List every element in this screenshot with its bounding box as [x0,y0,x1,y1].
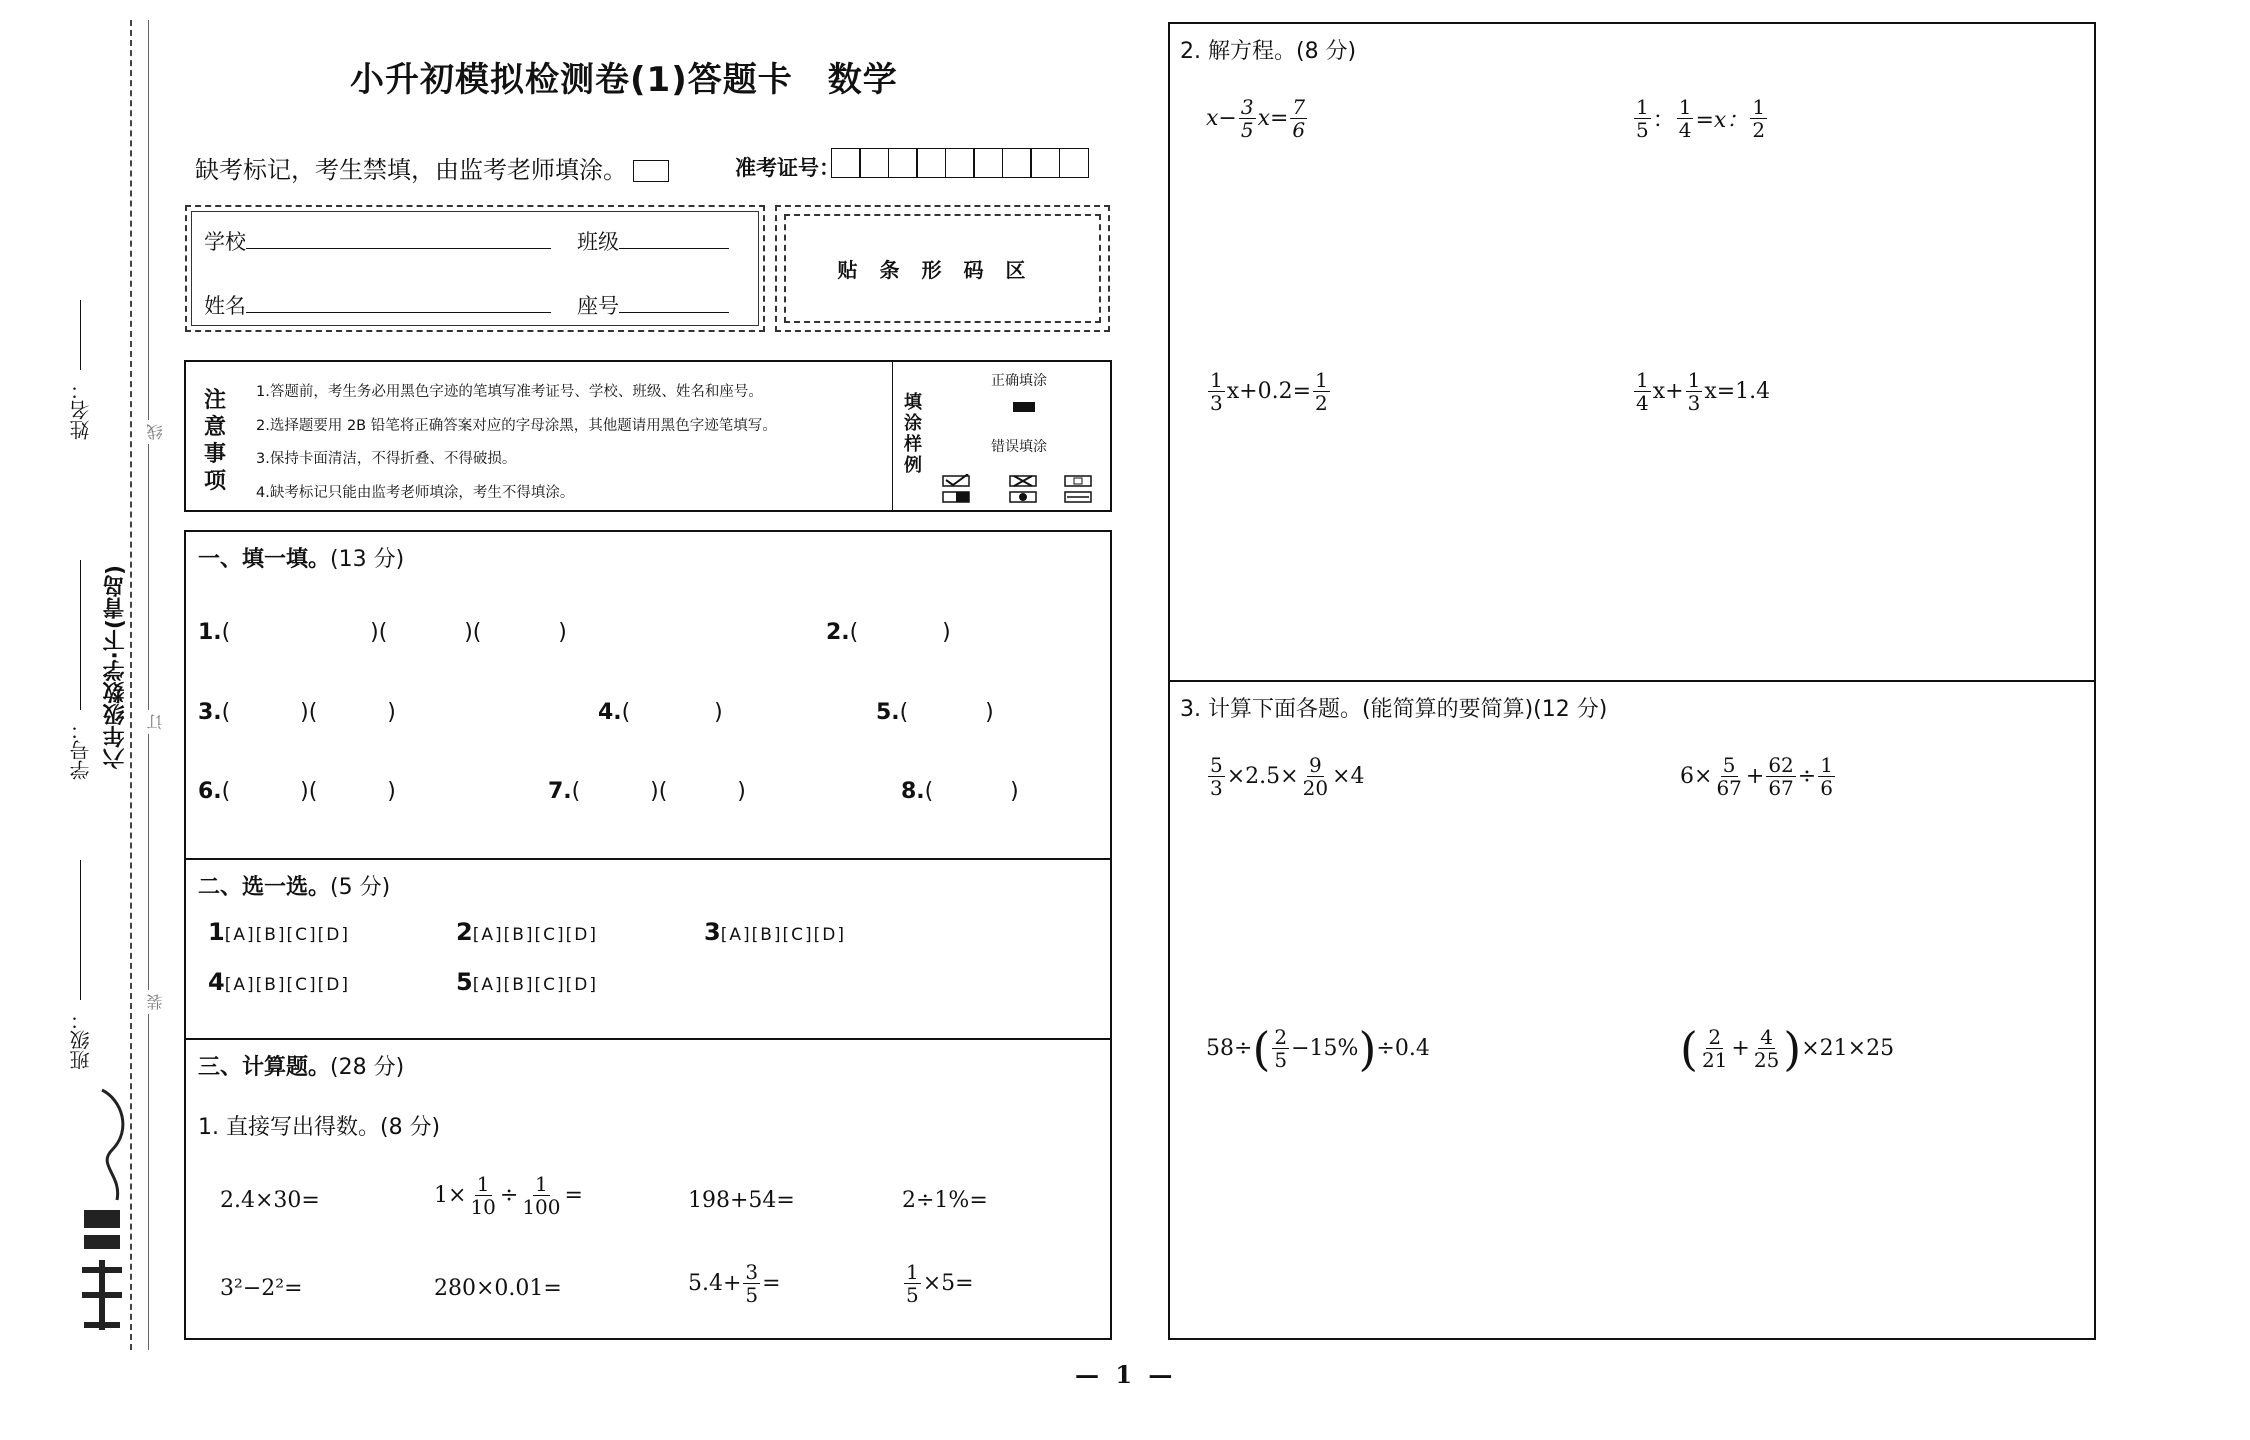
note-item: 2.选择题要用 2B 铅笔将正确答案对应的字母涂黑，其他题请用黑色字迹笔填写。 [256,417,777,434]
equation-3: $\frac{1}{3}$ x+0.2= $\frac{1}{2}$ [1210,368,1328,415]
fill-q3[interactable]: 3.( )( ) [198,700,396,725]
school-line[interactable] [246,229,551,249]
choice-q3[interactable]: 3[A][B][C][D] [704,918,847,946]
exam-digit-box[interactable] [1002,148,1032,178]
correct-fill-mark [1013,402,1035,412]
sidebar-name-label: 姓名： [69,380,93,440]
page-title: 小升初模拟检测卷(1)答题卡 数学 [350,60,898,100]
name-field[interactable] [204,290,551,320]
calc-4: ( $\frac{2}{21}$ + $\frac{4}{25}$ ) ×21×25 [1680,1021,1895,1076]
direct-calc-5: 3²−2²= [220,1276,303,1301]
wrong-partial-icon [1063,474,1095,504]
seat-line[interactable] [619,293,729,313]
direct-calc-4: 2÷1%= [902,1188,988,1213]
absent-mark-row [195,150,669,185]
brand-logo-icon [62,1080,142,1340]
notes-title: 注意事项 [204,388,227,494]
direct-calc-1: 2.4×30= [220,1188,320,1213]
cut-mark-bind: 装 [144,990,167,1014]
note-item: 1.答题前，考生务必用黑色字迹的笔填写准考证号、学校、班级、姓名和座号。 [256,384,763,400]
equation-1: x− $\frac{3}{5}$ x= $\frac{7}{6}$ [1206,95,1306,142]
fill-q1[interactable]: 1.( )( )( ) [198,620,567,645]
choice-q4[interactable]: 4[A][B][C][D] [208,968,351,996]
correct-fill-label: 正确填涂 [991,373,1047,389]
section-calc [184,1038,1112,1340]
absent-mark-text: 缺考标记，考生禁填，由监考老师填涂。 [195,156,627,184]
class-label: 班级 [577,230,619,254]
fill-q5[interactable]: 5.( ) [876,700,994,725]
sidebar-class-line [80,860,81,1000]
sidebar-grade-label: 六年级数学·下(青岛) [103,565,128,770]
equation-2: $\frac{1}{5}$ ： $\frac{1}{4}$ =x： $\frac{1}{2}$ [1636,95,1766,142]
barcode-label: 贴条形码区 [784,214,1101,323]
name-label: 姓名 [204,294,246,318]
sidebar-class-label: 班级： [69,1010,93,1070]
school-field[interactable] [204,226,551,256]
binding-margin [0,0,175,1440]
section3-sub1: 1. 直接写出得数。(8 分) [198,1115,441,1140]
fill-q4[interactable]: 4.( ) [598,700,723,725]
sidebar-id-line [80,560,81,710]
binding-solid-line [148,20,149,1350]
fill-sample-title: 填涂样例 [904,392,922,476]
seat-label: 座号 [577,294,619,318]
wrong-cross-icon [1008,474,1040,504]
section3-title: 三、计算题。(28 分) [198,1055,405,1080]
exam-digit-box[interactable] [1059,148,1089,178]
section1-title: 一、填一填。(13 分) [198,547,405,572]
choice-q1[interactable]: 1[A][B][C][D] [208,918,351,946]
fill-q6[interactable]: 6.( )( ) [198,779,396,804]
cut-mark-line: 线 [144,420,167,444]
section2-title: 二、选一选。(5 分) [198,875,391,900]
direct-calc-6: 280×0.01= [434,1276,562,1301]
class-field[interactable] [577,226,729,256]
name-line[interactable] [246,293,551,313]
direct-calc-7: 5.4+ $\frac{3}{5}$ = [688,1260,781,1307]
class-line[interactable] [619,229,729,249]
brand-logo [62,1080,142,1340]
sidebar-id-label: 学号： [69,720,93,780]
student-info-box [185,205,765,332]
exam-digit-box[interactable] [945,148,975,178]
exam-digit-box[interactable] [916,148,946,178]
equation-4: $\frac{1}{4}$ x+ $\frac{1}{3}$ x=1.4 [1636,368,1771,415]
notes-list [256,376,777,510]
section-fill-in [184,530,1112,860]
direct-calc-3: 198+54= [688,1188,795,1213]
section-choice [184,858,1112,1040]
exam-number-boxes[interactable] [832,148,1089,178]
calc-2: 6× $\frac{5}{67}$ + $\frac{62}{67}$ ÷ $\frac{1}{6}$ [1680,753,1833,800]
choice-q2[interactable]: 2[A][B][C][D] [456,918,599,946]
choice-q5[interactable]: 5[A][B][C][D] [456,968,599,996]
right-panel-divider [1170,680,2094,682]
exam-digit-box[interactable] [888,148,918,178]
exam-number-label: 准考证号： [735,156,840,180]
notes-divider [892,362,893,510]
wrong-fill-label: 错误填涂 [991,439,1047,455]
sidebar-name-line [80,300,81,370]
school-label: 学校 [204,230,246,254]
wrong-check-icon [941,474,973,504]
exam-digit-box[interactable] [1030,148,1060,178]
notes-panel [184,360,1112,512]
right-answer-panel [1168,22,2096,1340]
direct-calc-2: 1× $\frac{1}{10}$ ÷ $\frac{1}{100}$ = [434,1172,583,1219]
q3-title: 3. 计算下面各题。(能简算的要简算)(12 分) [1180,697,1608,722]
exam-digit-box[interactable] [973,148,1003,178]
fill-q7[interactable]: 7.( )( ) [548,779,746,804]
fill-q8[interactable]: 8.( ) [901,779,1019,804]
calc-1: $\frac{5}{3}$ ×2.5× $\frac{9}{20}$ ×4 [1210,753,1365,800]
direct-calc-8: $\frac{1}{5}$ ×5= [906,1260,974,1307]
barcode-area [775,205,1110,332]
note-item: 4.缺考标记只能由监考老师填涂，考生不得填涂。 [256,484,575,501]
absent-mark-box[interactable] [633,160,669,182]
seat-field[interactable] [577,290,729,320]
calc-3: 58÷ ( $\frac{2}{5}$ −15% ) ÷0.4 [1206,1021,1430,1076]
exam-digit-box[interactable] [859,148,889,178]
note-item: 3.保持卡面清洁，不得折叠、不得破损。 [256,451,517,467]
q2-title: 2. 解方程。(8 分) [1180,39,1357,64]
page-number: — 1 — [1075,1360,1177,1389]
exam-digit-box[interactable] [831,148,861,178]
fill-q2[interactable]: 2.( ) [826,620,951,645]
cut-mark-order: 订 [144,710,167,734]
